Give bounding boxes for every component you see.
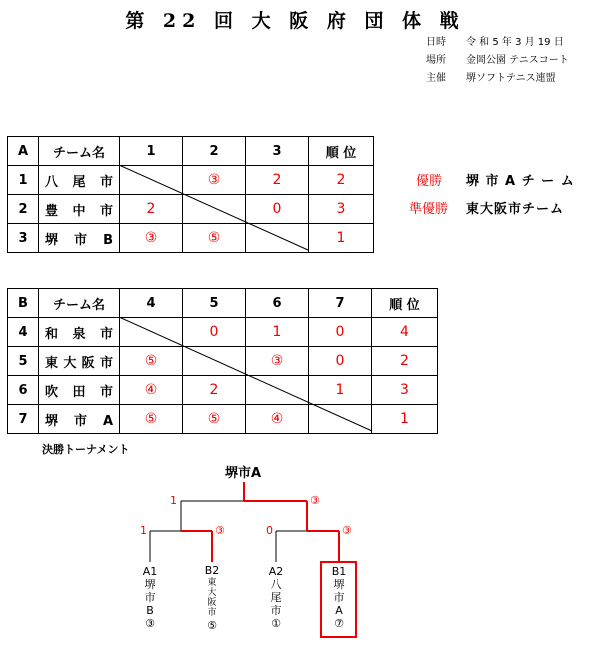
team-no: 5 [8,347,39,376]
page-title: 第 22 回 大 阪 府 団 体 戦 [125,10,465,32]
header-cell: 1 [120,137,183,166]
info-organizer: 主催 堺ソフトテニス連盟 [426,73,556,84]
score-cell: 2 [246,166,309,195]
team-no: 7 [8,405,39,434]
info-place: 場所 金岡公園 テニスコート [426,55,569,66]
final-score-left: 1 [170,494,177,507]
score-cell: 0 [183,318,246,347]
score-cell: ⑤ [183,224,246,253]
score-cell: 2 [120,195,183,224]
score-cell: 0 [309,318,372,347]
score-cell: ⑤ [120,405,183,434]
score-cell: 1 [309,376,372,405]
tournament-team: A2 八 尾 市 ① [268,565,284,630]
tournament-team: B2 東 大 阪 市 ⑤ [204,564,220,632]
score-cell: ④ [246,405,309,434]
team-name: 八 尾 市 [39,166,120,195]
team-no: 4 [8,318,39,347]
header-cell: A [8,137,39,166]
header-cell: 3 [246,137,309,166]
team-no: 1 [8,166,39,195]
score-cell: ④ [120,376,183,405]
rank-cell: 2 [309,166,374,195]
rank-cell: 2 [372,347,438,376]
score-cell: 1 [246,318,309,347]
award-runnerup-label: 準優勝 [408,202,448,217]
tournament-team-winner: B1 堺 市 A ⑦ [331,565,347,630]
score-cell: ③ [246,347,309,376]
team-no: 3 [8,224,39,253]
header-cell: 2 [183,137,246,166]
header-cell: 4 [120,289,183,318]
team-name: 堺 市 A [39,405,120,434]
award-runnerup-team: 東大阪市チーム [466,202,565,217]
score-cell: ⑤ [120,347,183,376]
header-cell: チーム名 [39,289,120,318]
score-cell: 0 [246,195,309,224]
rank-cell: 3 [372,376,438,405]
header-cell: 7 [309,289,372,318]
header-cell: 5 [183,289,246,318]
team-name: 堺 市 B [39,224,120,253]
tournament-label: 決勝トーナメント [42,443,130,456]
semi-left-score-right: ③ [215,524,225,537]
score-cell: ③ [183,166,246,195]
score-cell: ③ [120,224,183,253]
rank-cell: 1 [372,405,438,434]
team-no: 2 [8,195,39,224]
semi-left-score-left: 1 [140,524,147,537]
semi-right-score-left: 0 [266,524,273,537]
team-name: 和 泉 市 [39,318,120,347]
header-cell: B [8,289,39,318]
award-winner-team: 堺 市 A チ ー ム [466,174,575,189]
score-cell: ⑤ [183,405,246,434]
score-cell: 0 [309,347,372,376]
info-date: 日時 令 和 5 年 3 月 19 日 [426,37,564,48]
header-cell: 順 位 [372,289,438,318]
team-name: 豊 中 市 [39,195,120,224]
champion-name: 堺市A [225,466,262,481]
score-cell: 2 [183,376,246,405]
team-no: 6 [8,376,39,405]
semi-right-score-right: ③ [342,524,352,537]
rank-cell: 1 [309,224,374,253]
header-cell: 6 [246,289,309,318]
header-cell: 順 位 [309,137,374,166]
award-winner-label: 優勝 [415,174,442,189]
header-cell: チーム名 [39,137,120,166]
team-name: 東大阪市 [39,347,120,376]
team-name: 吹 田 市 [39,376,120,405]
tournament-team: A1 堺 市 B ③ [142,565,158,630]
rank-cell: 3 [309,195,374,224]
rank-cell: 4 [372,318,438,347]
final-score-right: ③ [310,494,320,507]
